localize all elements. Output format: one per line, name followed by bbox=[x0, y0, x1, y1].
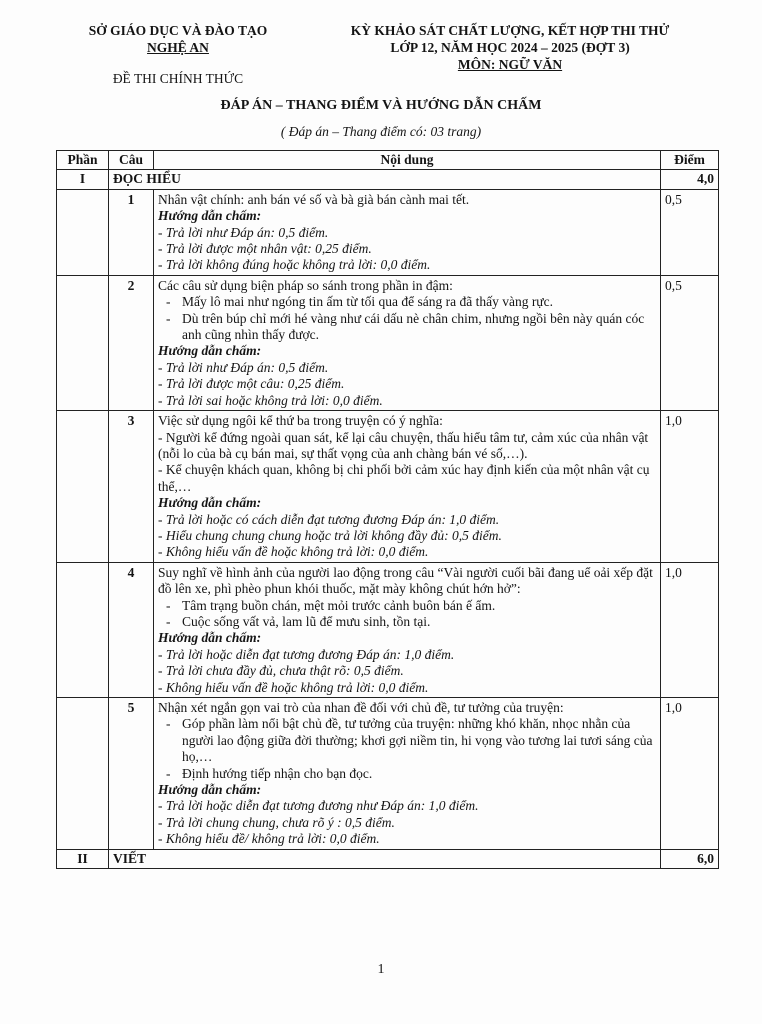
answer-bullet: - Định hướng tiếp nhận cho bạn đọc. bbox=[158, 766, 656, 782]
guide-line: - Không hiểu vấn đề hoặc không trả lời: 0,0 điểm. bbox=[158, 679, 429, 695]
empty-part-cell bbox=[57, 698, 109, 850]
answer-bullet: - Góp phần làm nổi bật chủ đề, tư tưởng của truyện: những khó khăn, nhọc nhằn của người lao động giữa đời thường; khơi gợi niềm tin, hi vọng vào tương lai tươi sáng của họ,… bbox=[158, 716, 656, 765]
header-right bbox=[300, 22, 720, 73]
question-score: 1,0 bbox=[661, 698, 719, 850]
question-score: 1,0 bbox=[661, 411, 719, 563]
guide-line: - Hiểu chung chung chung hoặc trả lời không đầy đủ: 0,5 điểm. bbox=[158, 527, 502, 543]
answer-text: Nhân vật chính: anh bán vé số và bà già bán cành mai tết. bbox=[158, 191, 470, 207]
guide-line: - Trả lời không đúng hoặc không trả lời: 0,0 điểm. bbox=[158, 257, 431, 273]
guide-line: - Trả lời được một câu: 0,25 điểm. bbox=[158, 376, 345, 392]
guide-line: - Trả lời hoặc diễn đạt tương đương Đáp án: 1,0 điểm. bbox=[158, 646, 455, 662]
table-row bbox=[57, 189, 719, 275]
guide-line: - Trả lời như Đáp án: 0,5 điểm. bbox=[158, 359, 329, 375]
page-number: 1 bbox=[377, 962, 385, 977]
question-content bbox=[154, 275, 661, 410]
header-score: Điểm bbox=[661, 151, 719, 170]
empty-part-cell bbox=[57, 411, 109, 563]
document-subtitle: ( Đáp án – Thang điểm có: 03 trang) bbox=[280, 124, 482, 139]
question-content bbox=[154, 189, 661, 275]
guide-title: Hướng dẫn chấm: bbox=[158, 208, 262, 224]
header-part: Phần bbox=[57, 151, 109, 170]
part-name: ĐỌC HIỂU bbox=[109, 170, 661, 189]
answer-bullet: - Mấy lô mai như ngóng tin ấm từ tối qua để sáng ra đã thấy vàng rực. bbox=[158, 294, 656, 310]
answer-bullet: - Cuộc sống vất vả, lam lũ để mưu sinh, tồn tại. bbox=[158, 614, 656, 630]
question-score: 1,0 bbox=[661, 562, 719, 697]
official-exam-label: ĐỀ THI CHÍNH THỨC bbox=[112, 71, 244, 86]
question-content bbox=[154, 698, 661, 850]
answer-table bbox=[56, 150, 719, 869]
question-content bbox=[154, 562, 661, 697]
part-score: 4,0 bbox=[661, 170, 719, 189]
guide-title: Hướng dẫn chấm: bbox=[158, 630, 262, 646]
header-question: Câu bbox=[109, 151, 154, 170]
header-content: Nội dung bbox=[154, 151, 661, 170]
table-header-row bbox=[57, 151, 719, 170]
answer-text: Nhận xét ngắn gọn vai trò của nhan đề đối với chủ đề, tư tưởng của truyện: bbox=[158, 700, 564, 715]
answer-text: Suy nghĩ về hình ảnh của người lao động trong câu “Vài người cuối bãi đang uể oải xếp đặt đồ lên xe, phì phèo phun khói thuốc, mặt mày không chút hớn hở”: bbox=[158, 564, 653, 597]
guide-line: - Trả lời được một nhân vật: 0,25 điểm. bbox=[158, 241, 372, 257]
department-name: SỞ GIÁO DỤC VÀ ĐÀO TẠO bbox=[88, 23, 268, 38]
guide-title: Hướng dẫn chấm: bbox=[158, 782, 262, 798]
table-row bbox=[57, 411, 719, 563]
exam-subject: MÔN: NGỮ VĂN bbox=[457, 57, 563, 72]
part-number: I bbox=[57, 170, 109, 189]
part-score: 6,0 bbox=[661, 849, 719, 868]
empty-part-cell bbox=[57, 275, 109, 410]
empty-part-cell bbox=[57, 189, 109, 275]
answer-bullet: - Tâm trạng buồn chán, mệt mỏi trước cảnh buôn bán ế ẩm. bbox=[158, 598, 656, 614]
answer-text: Việc sử dụng ngôi kể thứ ba trong truyện có ý nghĩa: bbox=[158, 413, 443, 429]
answer-paragraph: - Người kể đứng ngoài quan sát, kể lại câu chuyện, thấu hiểu tâm tư, cảm xúc của nhân vật (nỗi lo của bà cụ bán mai, sự thất vọng của anh chàng bán vé số,…). bbox=[158, 429, 649, 461]
answer-bullet: - Dù trên búp chỉ mới hé vàng như cái dấu nè chân chim, nhưng ngồi bên này quán cóc anh cũng nhìn thấy được. bbox=[158, 311, 656, 344]
guide-line: - Trả lời hoặc diễn đạt tương đương như Đáp án: 1,0 điểm. bbox=[158, 798, 479, 814]
question-score: 0,5 bbox=[661, 275, 719, 410]
header-left bbox=[72, 22, 284, 87]
part-number: II bbox=[57, 849, 109, 868]
guide-line: - Trả lời chung chung, chưa rõ ý : 0,5 điểm. bbox=[158, 814, 395, 830]
empty-part-cell bbox=[57, 562, 109, 697]
question-number: 5 bbox=[109, 698, 154, 850]
guide-line: - Trả lời chưa đầy đủ, chưa thật rõ: 0,5 điểm. bbox=[158, 663, 404, 679]
guide-line: - Không hiểu đề/ không trả lời: 0,0 điểm. bbox=[158, 831, 380, 847]
province-name: NGHỆ AN bbox=[147, 40, 209, 55]
exam-grade-year: LỚP 12, NĂM HỌC 2024 – 2025 (ĐỢT 3) bbox=[390, 40, 630, 55]
question-score: 0,5 bbox=[661, 189, 719, 275]
answer-text: Các câu sử dụng biện pháp so sánh trong phần in đậm: bbox=[158, 277, 453, 293]
exam-name: KỲ KHẢO SÁT CHẤT LƯỢNG, KẾT HỢP THI THỬ bbox=[350, 23, 670, 38]
table-row bbox=[57, 698, 719, 850]
document-title: ĐÁP ÁN – THANG ĐIỂM VÀ HƯỚNG DẪN CHẤM bbox=[220, 98, 542, 113]
table-row bbox=[57, 275, 719, 410]
table-row bbox=[57, 562, 719, 697]
question-number: 4 bbox=[109, 562, 154, 697]
guide-line: - Trả lời hoặc có cách diễn đạt tương đương Đáp án: 1,0 điểm. bbox=[158, 511, 500, 527]
answer-paragraph: - Kể chuyện khách quan, không bị chi phối bởi cảm xúc hay định kiến của một nhân vật cụ thể,… bbox=[158, 462, 650, 494]
part-row-writing bbox=[57, 849, 719, 868]
guide-line: - Trả lời như Đáp án: 0,5 điểm. bbox=[158, 224, 329, 240]
guide-line: - Trả lời sai hoặc không trả lời: 0,0 điểm. bbox=[158, 392, 383, 408]
question-number: 3 bbox=[109, 411, 154, 563]
guide-title: Hướng dẫn chấm: bbox=[158, 343, 262, 359]
question-content bbox=[154, 411, 661, 563]
part-name: VIẾT bbox=[109, 849, 661, 868]
guide-line: - Không hiểu vấn đề hoặc không trả lời: 0,0 điểm. bbox=[158, 544, 429, 560]
question-number: 2 bbox=[109, 275, 154, 410]
guide-title: Hướng dẫn chấm: bbox=[158, 495, 262, 511]
part-row-reading bbox=[57, 170, 719, 189]
question-number: 1 bbox=[109, 189, 154, 275]
